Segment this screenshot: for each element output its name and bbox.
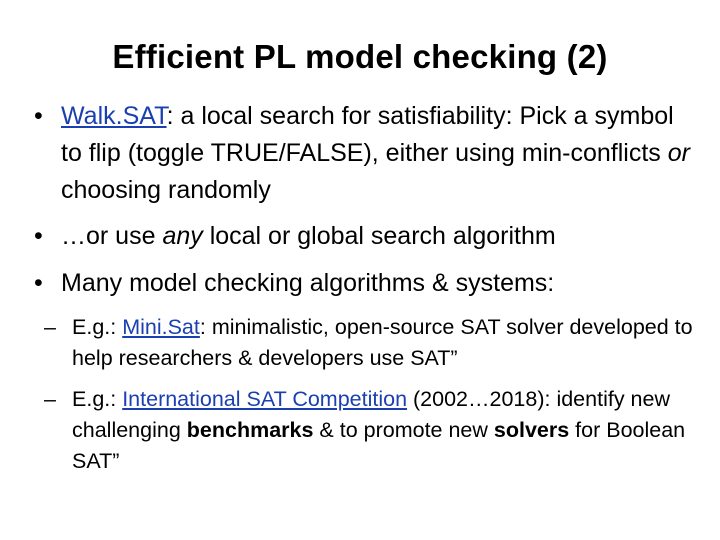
bullet-text-a: : a local search for satisfiability: Pick a symbol to flip (toggle TRUE/FALSE), either using min-conflicts (61, 102, 674, 167)
subbullet-text (44, 384, 704, 477)
subbullet-minisat (44, 312, 704, 374)
strong-benchmarks: benchmarks (186, 418, 314, 442)
subbullet-prefix: E.g.: (72, 315, 123, 339)
bullet-model-checking (34, 265, 694, 302)
emphasis-any: any (162, 222, 203, 250)
subbullet-body: : minimalistic, open-source SAT solver developed to help researchers & developers use SAT” (72, 315, 693, 370)
minisat-link[interactable]: Mini.Sat (122, 315, 200, 339)
subbullet-prefix: E.g.: (72, 387, 123, 411)
subbullet-marker: – (44, 315, 56, 339)
bullet-text-a: …or use (61, 222, 163, 250)
subbullet-text-b: & to promote new (313, 418, 494, 442)
bullet-walksat (34, 98, 694, 209)
slide-title: Efficient PL model checking (2) (112, 38, 608, 75)
bullet-text (34, 98, 694, 209)
strong-solvers: solvers (493, 418, 570, 442)
subbullet-marker: – (44, 387, 56, 411)
sat-competition-link[interactable]: International SAT Competition (122, 387, 408, 411)
bullet-text-b: choosing randomly (61, 176, 271, 204)
bullet-marker: • (34, 102, 43, 130)
bullet-any-search (34, 218, 694, 255)
walksat-link[interactable]: Walk.SAT (61, 102, 167, 130)
subbullet-text-a: (2002…2018): identify new challenging (72, 387, 670, 442)
bullet-marker: • (34, 269, 43, 297)
subbullet-text-c: for Boolean SAT” (72, 418, 686, 473)
emphasis-or: or (667, 139, 690, 167)
bullet-text: Many model checking algorithms & systems: (61, 269, 555, 297)
subbullet-text (44, 312, 704, 374)
bullet-text (34, 218, 694, 255)
bullet-text-b: local or global search algorithm (202, 222, 556, 250)
bullet-marker: • (34, 222, 43, 250)
subbullet-sat-competition (44, 384, 704, 477)
